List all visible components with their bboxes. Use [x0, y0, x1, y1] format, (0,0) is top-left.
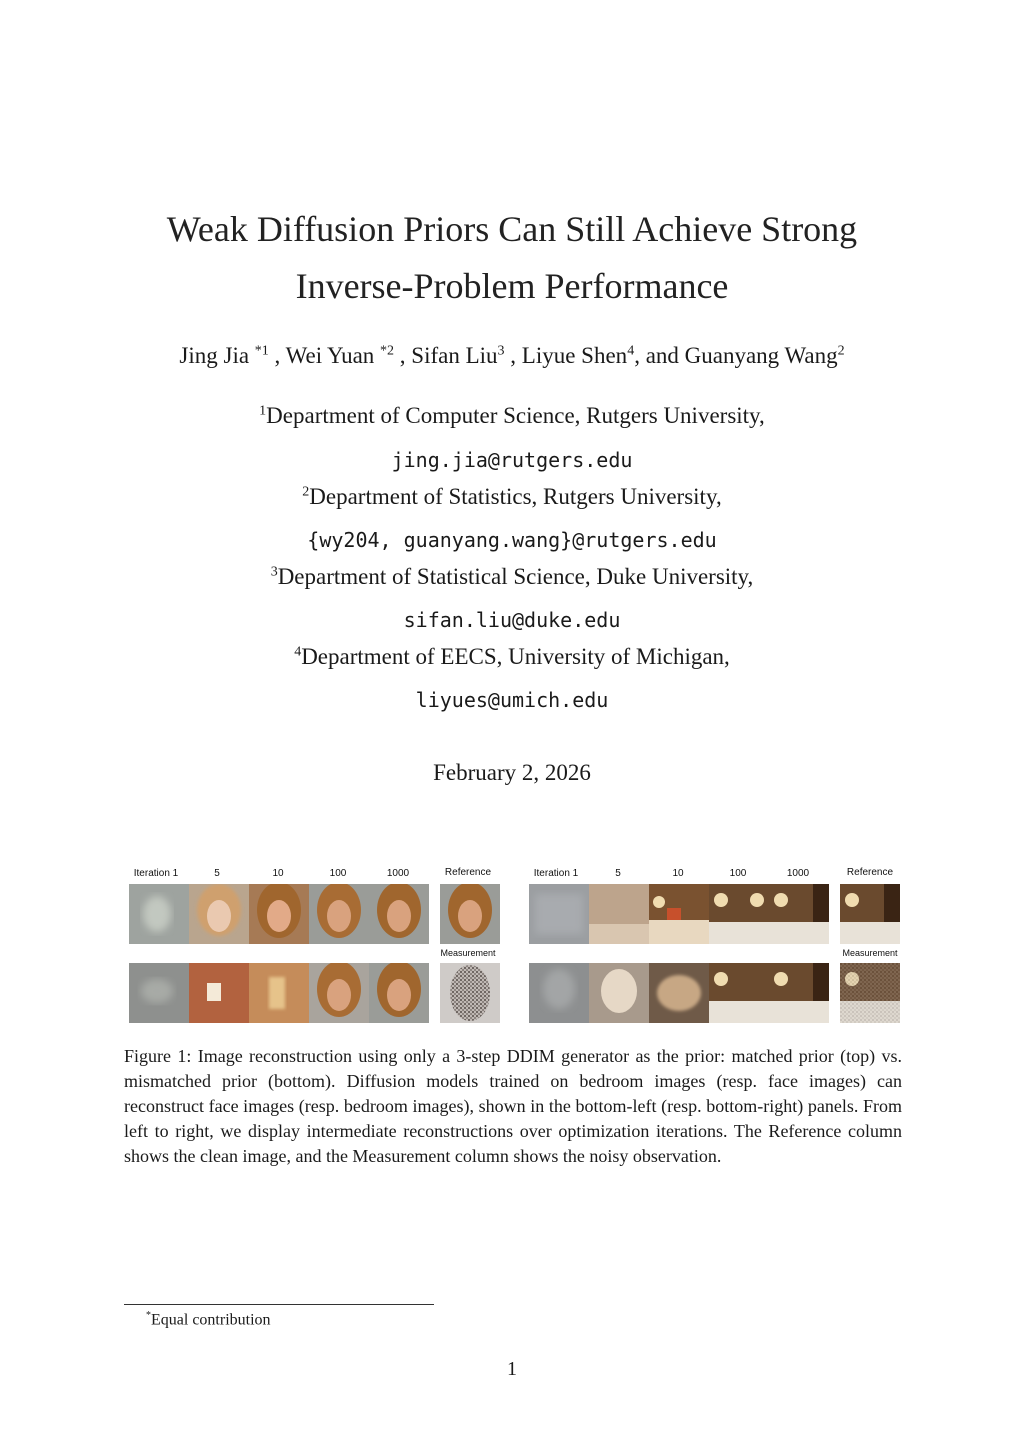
figure-caption — [124, 1044, 902, 1169]
author-list: Jing Jia $^{*1}$ , Wei Yuan $^{*2}$ , Sifan Liu$^3$ , Liyue Shen$^4$, and Guanyang Wang$^2$ — [179, 343, 845, 368]
affiliation-3 — [0, 564, 1024, 590]
page-number: 1 — [507, 1358, 517, 1380]
measurement-label: Measurement — [440, 948, 496, 958]
affiliation-email-1: jing.jia@rutgers.edu — [391, 448, 633, 472]
author-name: Jing Jia — [179, 343, 250, 368]
author-joiner: , and — [634, 343, 685, 368]
column-label: Iteration 1 — [133, 868, 179, 879]
bedroom-tile-iter-10 — [649, 884, 709, 944]
caption-text: Image reconstruction using only a 3-step DDIM generator as the prior: matched prior (top) vs. mismatched prior (bottom). Diffusion models trained on bedroom images (resp. face images) can reconstruct face images (resp. bedroom images), shown in the bottom-left (resp. bottom-right) panels. From left to right, we display intermediate reconstructions over optimization iterations. The Reference column shows the clean image, and the Measurement column shows the noisy observation. — [124, 1046, 902, 1166]
face-mismatch-tile-iter-1 — [129, 963, 189, 1023]
figure-1 — [0, 860, 1024, 1030]
affiliation-dept: Department of EECS, University of Michigan, — [301, 644, 730, 669]
affiliation-2 — [0, 484, 1024, 510]
column-label: 10 — [672, 868, 684, 879]
face-measurement-tile — [440, 963, 500, 1023]
face-mismatch-tile-iter-1000 — [369, 963, 429, 1023]
footnote-mark: * — [146, 1310, 151, 1321]
bedroom-tile-iter-100 — [709, 884, 769, 944]
footnote-divider — [124, 1304, 434, 1305]
paper-title-line-1: Weak Diffusion Priors Can Still Achieve Strong — [166, 209, 858, 249]
face-mismatch-tile-iter-5 — [189, 963, 249, 1023]
column-label: 5 — [214, 868, 220, 879]
bedroom-mismatch-tile-iter-10 — [649, 963, 709, 1023]
reference-label: Reference — [444, 867, 492, 878]
affiliation-number: 3 — [270, 564, 278, 580]
affiliation-4 — [0, 644, 1024, 670]
affiliation-email-4: liyues@umich.edu — [415, 688, 609, 712]
bedroom-mismatch-tile-iter-1 — [529, 963, 589, 1023]
affiliation-dept: Department of Statistics, Rutgers University, — [309, 484, 722, 509]
column-label: 100 — [729, 868, 747, 879]
reference-label: Reference — [846, 867, 894, 878]
column-label: 5 — [615, 868, 621, 879]
author-name: Sifan Liu — [411, 343, 498, 368]
bedroom-reconstruction-row-matched — [529, 884, 831, 944]
face-tile-iter-10 — [249, 884, 309, 944]
paper-title-line-2: Inverse-Problem Performance — [295, 266, 729, 306]
column-label: 1000 — [786, 868, 810, 879]
bedroom-tile-iter-5 — [589, 884, 649, 944]
face-tile-iter-1 — [129, 884, 189, 944]
bedroom-tile-iter-1 — [529, 884, 589, 944]
bedroom-mismatch-tile-iter-1000 — [769, 963, 829, 1023]
bedroom-reference-tile — [840, 884, 900, 944]
caption-label: Figure 1: — [124, 1046, 192, 1066]
affiliation-dept: Department of Statistical Science, Duke University, — [277, 564, 754, 589]
face-reconstruction-row-matched — [129, 884, 431, 944]
affiliation-number: 4 — [294, 644, 302, 660]
author-mark: 3 — [497, 343, 505, 359]
measurement-label: Measurement — [842, 948, 898, 958]
face-reference-tile — [440, 884, 500, 944]
column-label: 1000 — [386, 868, 410, 879]
author-mark: 4 — [627, 343, 635, 359]
author-mark: *1 — [254, 343, 269, 359]
affiliation-dept: Department of Computer Science, Rutgers University, — [266, 403, 765, 428]
face-reconstruction-row-mismatched — [129, 963, 431, 1023]
author-mark: 2 — [837, 343, 845, 359]
bedroom-measurement-tile — [840, 963, 900, 1023]
footnote — [146, 1310, 271, 1329]
face-tile-iter-5 — [189, 884, 249, 944]
face-tile-iter-100 — [309, 884, 369, 944]
column-label: 100 — [329, 868, 347, 879]
affiliation-number: 2 — [302, 484, 310, 500]
face-tile-iter-1000 — [369, 884, 429, 944]
affiliation-email-2: {wy204, guanyang.wang}@rutgers.edu — [307, 528, 717, 552]
author-name: Liyue Shen — [521, 343, 628, 368]
bedroom-tile-iter-1000 — [769, 884, 829, 944]
face-mismatch-tile-iter-10 — [249, 963, 309, 1023]
bedroom-mismatch-tile-iter-5 — [589, 963, 649, 1023]
affiliation-1 — [0, 403, 1024, 429]
bedroom-mismatch-tile-iter-100 — [709, 963, 769, 1023]
footnote-text: Equal contribution — [151, 1311, 271, 1329]
face-mismatch-tile-iter-100 — [309, 963, 369, 1023]
affiliation-number: 1 — [259, 403, 267, 419]
column-label: Iteration 1 — [533, 868, 579, 879]
bedroom-reconstruction-row-mismatched — [529, 963, 831, 1023]
column-label: 10 — [272, 868, 284, 879]
author-mark: *2 — [380, 343, 395, 359]
affiliation-email-3: sifan.liu@duke.edu — [403, 608, 621, 632]
author-name: Guanyang Wang — [684, 343, 838, 368]
paper-date: February 2, 2026 — [433, 760, 591, 785]
author-name: Wei Yuan — [285, 343, 375, 368]
